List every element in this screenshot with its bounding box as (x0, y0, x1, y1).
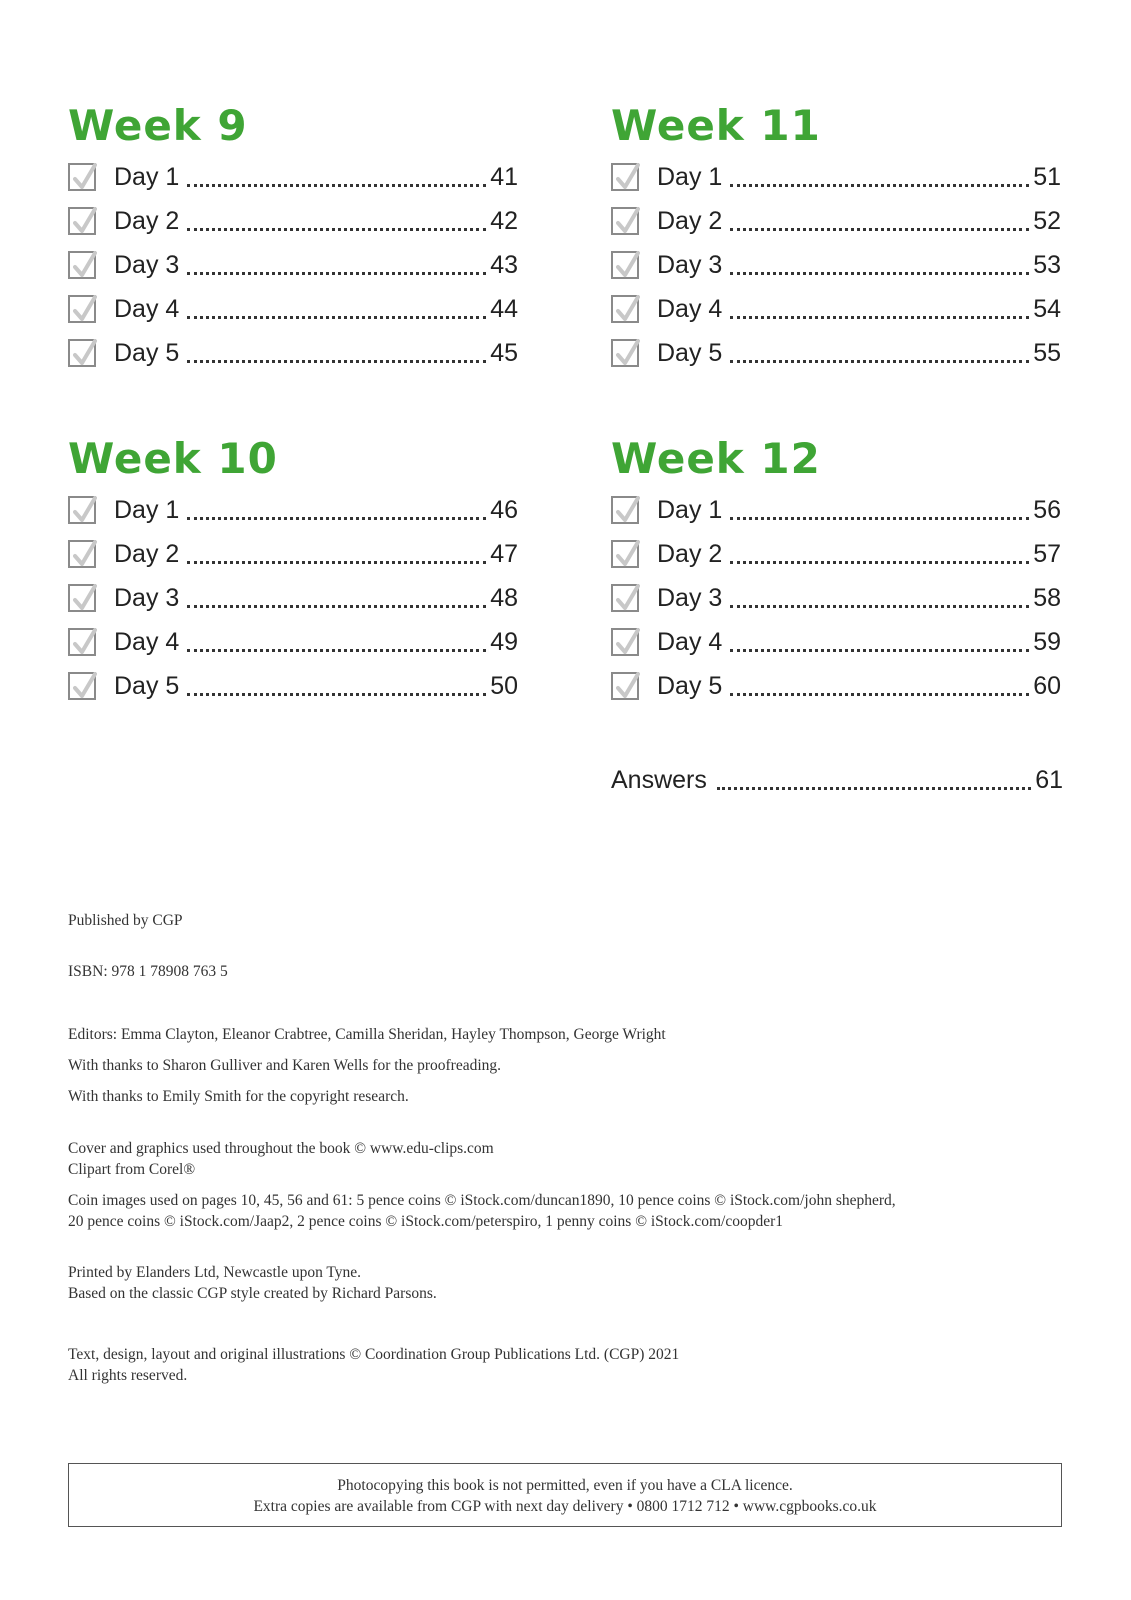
day-label: Day 4 (114, 294, 180, 323)
checkbox-icon[interactable] (68, 339, 96, 367)
page-number: 43 (490, 250, 518, 279)
page-number: 50 (490, 671, 518, 700)
publisher-line: Published by CGP (68, 912, 183, 929)
dot-leader (730, 360, 1029, 363)
page-number: 59 (1033, 627, 1061, 656)
day-row[interactable] (611, 620, 1061, 664)
checkbox-icon[interactable] (68, 540, 96, 568)
page-number: 54 (1033, 294, 1061, 323)
dot-leader (730, 605, 1029, 608)
page-number: 47 (490, 539, 518, 568)
week-9-section (68, 101, 518, 375)
isbn-line: ISBN: 978 1 78908 763 5 (68, 963, 228, 980)
day-label: Day 2 (657, 539, 723, 568)
day-row[interactable] (68, 532, 518, 576)
day-label: Day 2 (657, 206, 723, 235)
day-row[interactable] (68, 287, 518, 331)
coin-images-credit-continued: 20 pence coins © iStock.com/Jaap2, 2 pence coins © iStock.com/peterspiro, 1 penny coins © iStock.com/coopder1 (68, 1213, 784, 1230)
checkbox-icon[interactable] (611, 207, 639, 235)
dot-leader (187, 184, 486, 187)
checkbox-icon[interactable] (611, 339, 639, 367)
day-label: Day 3 (657, 583, 723, 612)
checkbox-icon[interactable] (611, 163, 639, 191)
day-label: Day 4 (114, 627, 180, 656)
day-label: Day 1 (657, 162, 723, 191)
page-number: 41 (490, 162, 518, 191)
day-row[interactable] (611, 287, 1061, 331)
day-label: Day 4 (657, 294, 723, 323)
day-row[interactable] (68, 620, 518, 664)
checkbox-icon[interactable] (611, 295, 639, 323)
page-number: 48 (490, 583, 518, 612)
page-number: 44 (490, 294, 518, 323)
week-10-section (68, 434, 518, 708)
day-row[interactable] (611, 488, 1061, 532)
coin-images-credit: Coin images used on pages 10, 45, 56 and 61: 5 pence coins © iStock.com/duncan1890, 10 pence coins © iStock.com/john shepherd, (68, 1192, 896, 1209)
page-number: 61 (1035, 765, 1063, 794)
day-label: Day 4 (657, 627, 723, 656)
dot-leader (187, 693, 486, 696)
answers-label: Answers (611, 765, 707, 794)
dot-leader (187, 517, 486, 520)
day-label: Day 5 (657, 338, 723, 367)
imprint-block (68, 910, 1048, 1386)
day-label: Day 5 (657, 671, 723, 700)
page-number: 49 (490, 627, 518, 656)
week-12-section (611, 434, 1061, 708)
copyright-research-thanks: With thanks to Emily Smith for the copyright research. (68, 1088, 409, 1105)
checkbox-icon[interactable] (68, 207, 96, 235)
dot-leader (187, 272, 486, 275)
day-row[interactable] (68, 155, 518, 199)
copyright-line: Text, design, layout and original illustrations © Coordination Group Publications Ltd. (CGP) 2021 (68, 1346, 680, 1363)
day-row[interactable] (611, 331, 1061, 375)
day-row[interactable] (611, 155, 1061, 199)
page-number: 55 (1033, 338, 1061, 367)
dot-leader (187, 561, 486, 564)
notice-line-2: Extra copies are available from CGP with next day delivery • 0800 1712 712 • www.cgpbooks.co.uk (253, 1498, 877, 1515)
day-label: Day 3 (114, 250, 180, 279)
week-title: Week 11 (611, 101, 821, 150)
dot-leader (187, 316, 486, 319)
day-label: Day 1 (114, 162, 180, 191)
checkbox-icon[interactable] (611, 672, 639, 700)
checkbox-icon[interactable] (68, 628, 96, 656)
dot-leader (730, 649, 1029, 652)
day-row[interactable] (68, 488, 518, 532)
checkbox-icon[interactable] (68, 584, 96, 612)
checkbox-icon[interactable] (611, 584, 639, 612)
dot-leader (730, 561, 1029, 564)
day-row[interactable] (611, 243, 1061, 287)
checkbox-icon[interactable] (68, 672, 96, 700)
page-number: 58 (1033, 583, 1061, 612)
dot-leader (730, 228, 1029, 231)
clipart-credit: Clipart from Corel® (68, 1161, 196, 1178)
style-credit: Based on the classic CGP style created by Richard Parsons. (68, 1285, 437, 1302)
page-number: 57 (1033, 539, 1061, 568)
checkbox-icon[interactable] (611, 540, 639, 568)
page-number: 51 (1033, 162, 1061, 191)
week-11-section (611, 101, 1061, 375)
checkbox-icon[interactable] (611, 496, 639, 524)
page-number: 56 (1033, 495, 1061, 524)
day-label: Day 1 (657, 495, 723, 524)
dot-leader (717, 787, 1031, 790)
page-number: 45 (490, 338, 518, 367)
dot-leader (730, 693, 1029, 696)
photocopy-notice (68, 1463, 1062, 1527)
checkbox-icon[interactable] (68, 295, 96, 323)
day-row[interactable] (611, 532, 1061, 576)
dot-leader (187, 649, 486, 652)
dot-leader (730, 272, 1029, 275)
dot-leader (187, 605, 486, 608)
rights-line: All rights reserved. (68, 1367, 188, 1384)
notice-line-1: Photocopying this book is not permitted, even if you have a CLA licence. (337, 1477, 793, 1494)
day-label: Day 3 (657, 250, 723, 279)
printer-line: Printed by Elanders Ltd, Newcastle upon Tyne. (68, 1264, 362, 1281)
day-row[interactable] (68, 664, 518, 708)
dot-leader (730, 184, 1029, 187)
day-label: Day 2 (114, 206, 180, 235)
page-number: 52 (1033, 206, 1061, 235)
checkbox-icon[interactable] (68, 251, 96, 279)
cover-graphics-credit: Cover and graphics used throughout the book © www.edu-clips.com (68, 1140, 494, 1157)
day-label: Day 1 (114, 495, 180, 524)
dot-leader (187, 360, 486, 363)
day-row[interactable] (68, 199, 518, 243)
day-row[interactable] (611, 199, 1061, 243)
editors-line: Editors: Emma Clayton, Eleanor Crabtree, Camilla Sheridan, Hayley Thompson, George Wright (68, 1026, 666, 1043)
page-number: 60 (1033, 671, 1061, 700)
day-row[interactable] (611, 664, 1061, 708)
answers-row[interactable] (611, 758, 1063, 802)
page-number: 42 (490, 206, 518, 235)
dot-leader (187, 228, 486, 231)
day-row[interactable] (68, 576, 518, 620)
checkbox-icon[interactable] (611, 628, 639, 656)
day-row[interactable] (68, 331, 518, 375)
checkbox-icon[interactable] (68, 163, 96, 191)
page-number: 46 (490, 495, 518, 524)
day-label: Day 3 (114, 583, 180, 612)
dot-leader (730, 316, 1029, 319)
day-label: Day 5 (114, 338, 180, 367)
day-row[interactable] (68, 243, 518, 287)
day-label: Day 5 (114, 671, 180, 700)
page-number: 53 (1033, 250, 1061, 279)
dot-leader (730, 517, 1029, 520)
week-title: Week 9 (68, 101, 248, 150)
day-row[interactable] (611, 576, 1061, 620)
day-label: Day 2 (114, 539, 180, 568)
checkbox-icon[interactable] (611, 251, 639, 279)
week-title: Week 12 (611, 434, 821, 483)
proofreading-thanks: With thanks to Sharon Gulliver and Karen Wells for the proofreading. (68, 1057, 502, 1074)
week-title: Week 10 (68, 434, 278, 483)
checkbox-icon[interactable] (68, 496, 96, 524)
